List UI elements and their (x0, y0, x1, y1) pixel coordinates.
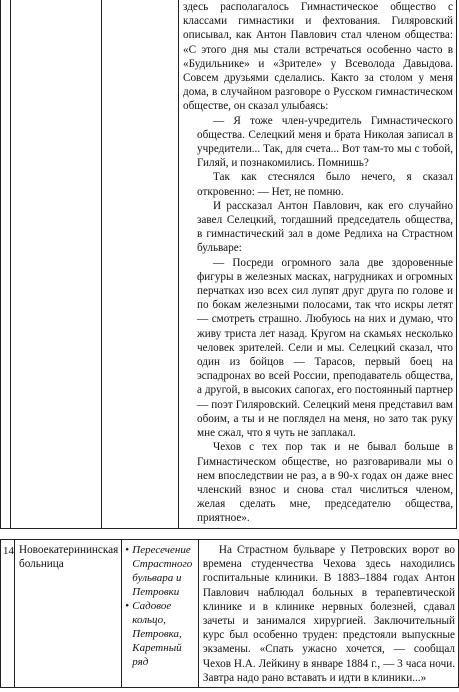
cell-description (198, 540, 458, 688)
cell-number (1, 540, 15, 688)
quote-paragraph: Чехов с тех пор так и не бывал больше в Гимнастическом обществе, но разговаривали мы о нем впоследствии не раз, а в 90-х годах он даже внес членский взнос и снова стал числиться членом, желая сделать мне, председателю общества, приятное». (197, 441, 453, 525)
paragraph: На Страстном бульваре у Петровских ворот во времена студенчества Чехова здесь находились госпитальные клиники. В 1883–1884 годах Антон Павлович наблюдал больных в терапевтической клинике и в клинике нервных болезней, сдавал зачеты и занимался хирургией. Заключительный курс был особенно труден: предстояли выпускные экзамены. «Спать ужасно хочется, — сообщал Чехов Н.А. Лейкину в январе 1884 г., — 3 часа ночи. Завтра надо рано вставать и идти в клиники...» (202, 544, 455, 684)
quote-paragraph: И рассказал Антон Павлович, как его случайно завел Селецкий, тогдашний председатель общества, в гимнастический зал в доме Редлиха на Страстном бульваре: (197, 199, 453, 255)
street-item: • Пересечение Страстного бульвара и Петровки (125, 543, 196, 599)
place-name: Новоекатерининская больница (19, 544, 119, 570)
quote-paragraph: Так как стеснялся было нечего, я сказал откровенно: — Нет, не помню. (197, 171, 453, 198)
cell-number (1, 0, 11, 528)
paragraph: здесь располагалось Гимнастическое общество с классами гимнастики и фехтования. Гиляровский описывал, как Антон Павлович стал членом общества: «С этого дня мы стали встречаться особенно часто в «Будильнике» и «Зрителе» у Всеволода Давыдова. Совсем друзьями сделались. Както за столом у меня дома, в случайном разговоре о Русском гимнастическом обществе, он сказал улыбаясь: (183, 1, 453, 113)
cell-description (179, 0, 457, 528)
cell-name (11, 0, 102, 528)
quote-block (183, 114, 453, 526)
quote-paragraph: — Посреди огромного зала две здоровенные фигуры в железных масках, нагрудниках и огромных перчатках изо всех сил лупят друг друга по голове и по бокам железными полосами, так что искры летят — смотреть страшно. Любуюсь на них и думаю, что живу триста лет назад. Кругом на скамьях несколько человек зрителей. Сели и мы. Селецкий сказал, что один из бойцов — Тарасов, первый боец на эспадронах во всей России, преподаватель общества, а другой, в высоких сапогах, его постоянный партнер — поэт Гиляровский. Селецкий меня представил вам обоим, а ты и не поглядел на меня, но зато так руку мне сжал, что я чуть не заплакал. (197, 256, 453, 440)
cell-streets (102, 0, 179, 528)
cell-name (15, 540, 122, 688)
street-item: • Садовое кольцо, Петровка, Каретный ряд (125, 599, 196, 669)
table-row-14 (0, 539, 459, 688)
row-number: 14 (3, 545, 14, 557)
cell-streets (122, 540, 199, 688)
quote-paragraph: — Я тоже член-учредитель Гимнастического общества. Селецкий меня и брата Николая записал в учредители... Так, для счета... Вот там-то мы с тобой, Гиляй, и познакомились. Помнишь? (197, 114, 453, 170)
street-list (122, 540, 198, 669)
table-row (1, 0, 457, 528)
table-row (1, 540, 459, 688)
